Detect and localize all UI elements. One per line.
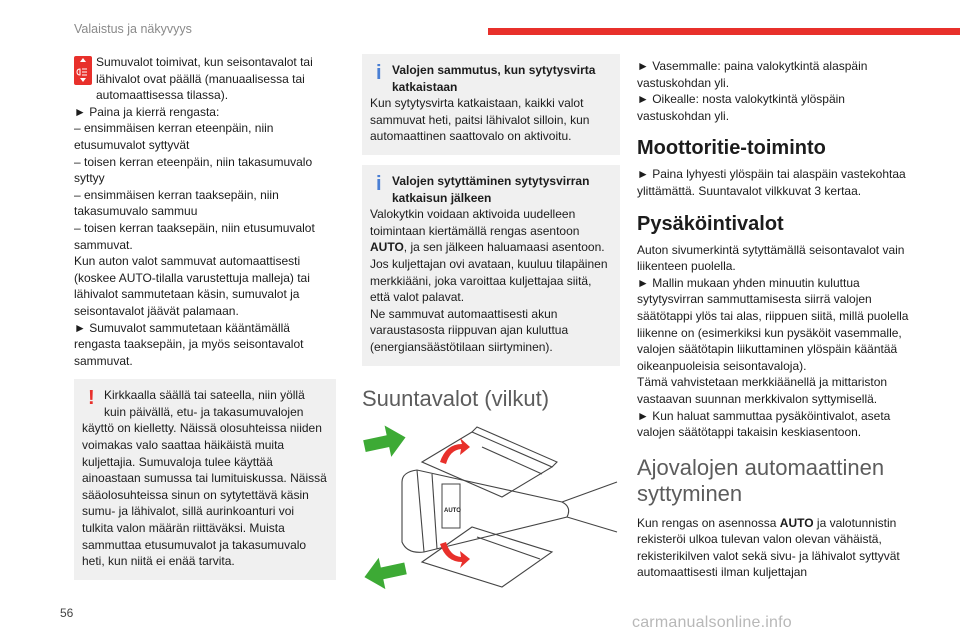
info-text: , ja sen jälkeen haluamaasi asentoon. Jos kuljettajan ovi avataan, kuuluu tilapäinen merkkiääni, joka varoittaa kuljettajaa siitä, että valot palavat. <box>370 240 608 305</box>
instruction-line: – ensimmäisen kerran eteenpäin, niin etusumuvalot syttyvät <box>74 121 274 152</box>
rear-fog-light-icon <box>74 56 92 85</box>
instruction-line: ► Vasemmalle: paina valokytkintä alaspäin vastuskohdan yli. <box>637 59 868 90</box>
info-box-body-2: Ne sammuvat automaattisesti akun varaustasosta riippuvan ajan kuluttua (energiansäästötilaan siirtyminen). <box>370 306 569 354</box>
column-2 <box>362 54 620 582</box>
info-icon: i <box>376 172 382 195</box>
warning-lead: Kirkkaalla säällä tai sateella, niin yöllä kuin päivällä, etu- ja takasumuvalojen <box>104 388 305 419</box>
fog-light-intro <box>74 54 336 104</box>
info-box-ignition-off <box>362 54 620 155</box>
heading-auto-headlights: Ajovalojen automaattinen syttyminen <box>637 454 885 506</box>
parking-line: ► Kun haluat sammuttaa pysäköintivalot, aseta valojen säätötappi takaisin keskiasentoon. <box>637 408 891 440</box>
info-box-body <box>370 206 612 306</box>
instruction-line: – toisen kerran taaksepäin, niin etusumuvalot sammuvat. <box>74 220 315 252</box>
info-box-after-ignition <box>362 165 620 366</box>
running-header: Valaistus ja näkyvyys <box>74 22 192 36</box>
auto-text-b: ja valotunnistin rekisteröi ulkoa tulevan valon olevan vähäistä, rekisterikilven valot sekä sivu- ja lähivalot syttyvät automaattisesti ilman kuljettajan <box>637 515 900 580</box>
section-title-indicators: Suuntavalot (vilkut) <box>362 385 550 411</box>
stalk-auto-label: AUTO <box>444 507 461 514</box>
info-text: Valokytkin voidaan aktivoida uudelleen toimintaan kiertämällä rengas asentoon <box>370 207 580 238</box>
exclamation-warning-icon: ! <box>88 387 95 410</box>
info-box-body: Kun sytytysvirta katkaistaan, kaikki valot sammuvat heti, paitsi lähivalot silloin, kun automaattinen saattovalo on aktivoitu. <box>370 96 590 144</box>
instruction-line: ► Sumuvalot sammutetaan kääntämällä rengasta taaksepäin, ja myös seisontavalot sammuvat. <box>74 320 304 368</box>
column-3 <box>637 58 909 581</box>
info-box-title: Valojen sytyttäminen sytytysvirran katkaisun jälkeen <box>392 173 590 205</box>
column-1 <box>74 54 336 580</box>
motorway-text: ► Paina lyhyesti ylöspäin tai alaspäin vastekohtaa ylittämättä. Suuntavalot vilkkuvat 3 kertaa. <box>637 167 906 198</box>
fog-light-lead: Sumuvalot toimivat, kun seisontavalot tai lähivalot ovat päällä (manuaalisessa tai automaattisessa tilassa). <box>96 55 313 103</box>
left-arrow-icon <box>362 552 409 592</box>
page-number: 56 <box>60 606 74 620</box>
parking-line: ► Mallin mukaan yhden minuutin kuluttua sytytysvirran sammuttamisesta siirrä valojen säätötappi ylös tai alas, riippuen siitä, millä puolella liikenne on (esimerkiksi kun pysäköit vasemmalle, valojen säätötapin liikuttaminen ylöspäin kääntää oikeanpuoleisia seisontavaloja). <box>637 275 909 373</box>
auto-keyword: AUTO <box>370 240 404 255</box>
heading-parking: Pysäköintivalot <box>637 212 784 235</box>
auto-headlights-text <box>637 515 909 581</box>
instruction-line: Kun auton valot sammuvat automaattisesti (koskee AUTO-tilalla varustettuja malleja) tai lähivalot sammutetaan käsin, sumuvalot ja seisontavalot jäävät palamaan. <box>74 254 310 318</box>
warning-body: käyttö on kielletty. Näissä olosuhteissa niiden voimakas valo saattaa häikäistä muita kuljettajia. Sumuvaloja tulee käyttää ainoastaan sumussa tai lumituiskussa. Näissä sääolosuhteissa sinun on sytytettävä käsin sumu- ja lähivalot, sillä aurinkoanturi voi tulkita valon määrän riittäväksi. Muista sammuttaa etusumuvalot ja takasumuvalo heti, kun niitä ei enää tarvita. <box>82 421 327 569</box>
indicator-stalk-illustration <box>362 422 620 582</box>
instruction-line: – ensimmäisen kerran taaksepäin, niin takasumuvalo sammuu <box>74 187 279 219</box>
instruction-line: ► Paina ja kierrä rengasta: <box>74 104 220 119</box>
parking-line: Tämä vahvistetaan merkkiäänellä ja mittariston vastaavan suunnan merkkivalon syttymisellä. <box>637 375 888 406</box>
info-icon: i <box>376 62 382 84</box>
info-box-title: Valojen sammutus, kun sytytysvirta katkaistaan <box>392 63 596 94</box>
instruction-line: – toisen kerran eteenpäin, niin takasumuvalo syttyy <box>74 154 313 186</box>
warning-box <box>74 379 336 580</box>
watermark: carmanualsonline.info <box>632 614 792 631</box>
header-accent-bar <box>488 28 960 35</box>
heading-motorway: Moottoritie-toiminto <box>637 137 826 160</box>
auto-text-a: Kun rengas on asennossa <box>637 515 777 530</box>
rotate-down-arrow-icon <box>440 542 470 568</box>
parking-line: Auton sivumerkintä sytyttämällä seisontavalot vain liikenteen puolella. <box>637 242 905 274</box>
instruction-line: ► Oikealle: nosta valokytkintä ylöspäin vastuskohdan yli. <box>637 92 845 123</box>
right-arrow-icon <box>362 422 409 462</box>
auto-keyword: AUTO <box>779 515 814 530</box>
